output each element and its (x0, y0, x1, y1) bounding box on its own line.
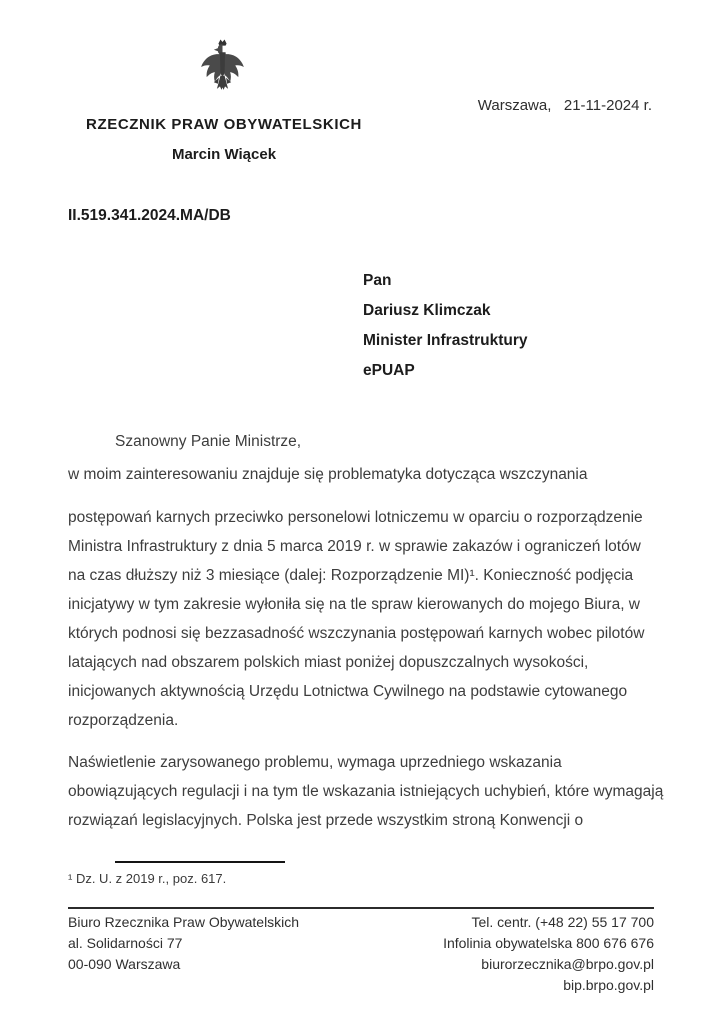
footer-phone: Tel. centr. (+48 22) 55 17 700 (471, 914, 654, 930)
recipient-line-salutation: Pan (363, 272, 392, 289)
footer-contact-block (300, 912, 654, 996)
footer-infoline: Infolinia obywatelska 800 676 676 (443, 935, 654, 951)
footer-website: bip.brpo.gov.pl (563, 977, 654, 993)
body-line: inicjatywy w tym zakresie wyłoniła się na tle spraw kierowanych do mojego Biura, w (68, 596, 641, 613)
body-line: Ministra Infrastruktury z dnia 5 marca 2019 r. w sprawie zakazów i ograniczeń lotów (68, 538, 641, 555)
body-line: latających nad obszarem polskich miast poniżej dopuszczalnych wysokości, (68, 654, 589, 671)
body-line: rozwiązań legislacyjnych. Polska jest przede wszystkim stroną Konwencji o (68, 812, 584, 829)
footer-address-block (68, 912, 299, 975)
footer-office-name: Biuro Rzecznika Praw Obywatelskich (68, 914, 300, 930)
paragraph-second (68, 748, 668, 835)
sender-name: Marcin Wiącek (171, 146, 277, 163)
body-line: których podnosi się bezzasadność wszczynania postępowań karnych wobec pilotów (68, 625, 645, 642)
recipient-block (363, 266, 528, 386)
body-line: na czas dłuższy niż 3 miesiące (dalej: Rozporządzenie MI)¹. Konieczność podjęcia (68, 567, 634, 584)
body-line: postępowań karnych przeciwko personelowi lotniczemu w oparciu o rozporządzenie (68, 509, 643, 526)
letter-body (68, 427, 668, 835)
body-line: inicjowanych aktywnością Urzędu Lotnictwa Cywilnego na podstawie cytowanego (68, 683, 628, 700)
body-line: Naświetlenie zarysowanego problemu, wymaga uprzedniego wskazania (68, 754, 562, 771)
recipient-line-name: Dariusz Klimczak (363, 302, 491, 319)
case-reference-number: II.519.341.2024.MA/DB (68, 207, 231, 224)
body-line: w moim zainteresowaniu znajduje się problematyka dotycząca wszczynania (68, 466, 588, 483)
footer-rule (68, 907, 654, 909)
sender-office-title: RZECZNIK PRAW OBYWATELSKICH (86, 116, 362, 133)
footnote-divider (115, 861, 285, 863)
body-line: obowiązujących regulacji i na tym tle wskazania istniejących uchybień, które wymagają (68, 783, 664, 800)
footnote: ¹ Dz. U. z 2019 r., poz. 617. (68, 871, 227, 886)
paragraph-lead (68, 460, 668, 489)
body-line: rozporządzenia. (68, 712, 179, 729)
recipient-line-title: Minister Infrastruktury (363, 332, 528, 349)
salutation: Szanowny Panie Ministrze, (115, 433, 302, 450)
polish-eagle-emblem-icon (199, 39, 246, 96)
footer-city: 00-090 Warszawa (68, 956, 181, 972)
footer-street: al. Solidarności 77 (68, 935, 183, 951)
city-and-date: Warszawa, 21-11-2024 r. (477, 97, 652, 114)
recipient-line-delivery: ePUAP (363, 362, 415, 379)
paragraph-main (68, 503, 668, 735)
footer-email: biurorzecznika@brpo.gov.pl (481, 956, 654, 972)
